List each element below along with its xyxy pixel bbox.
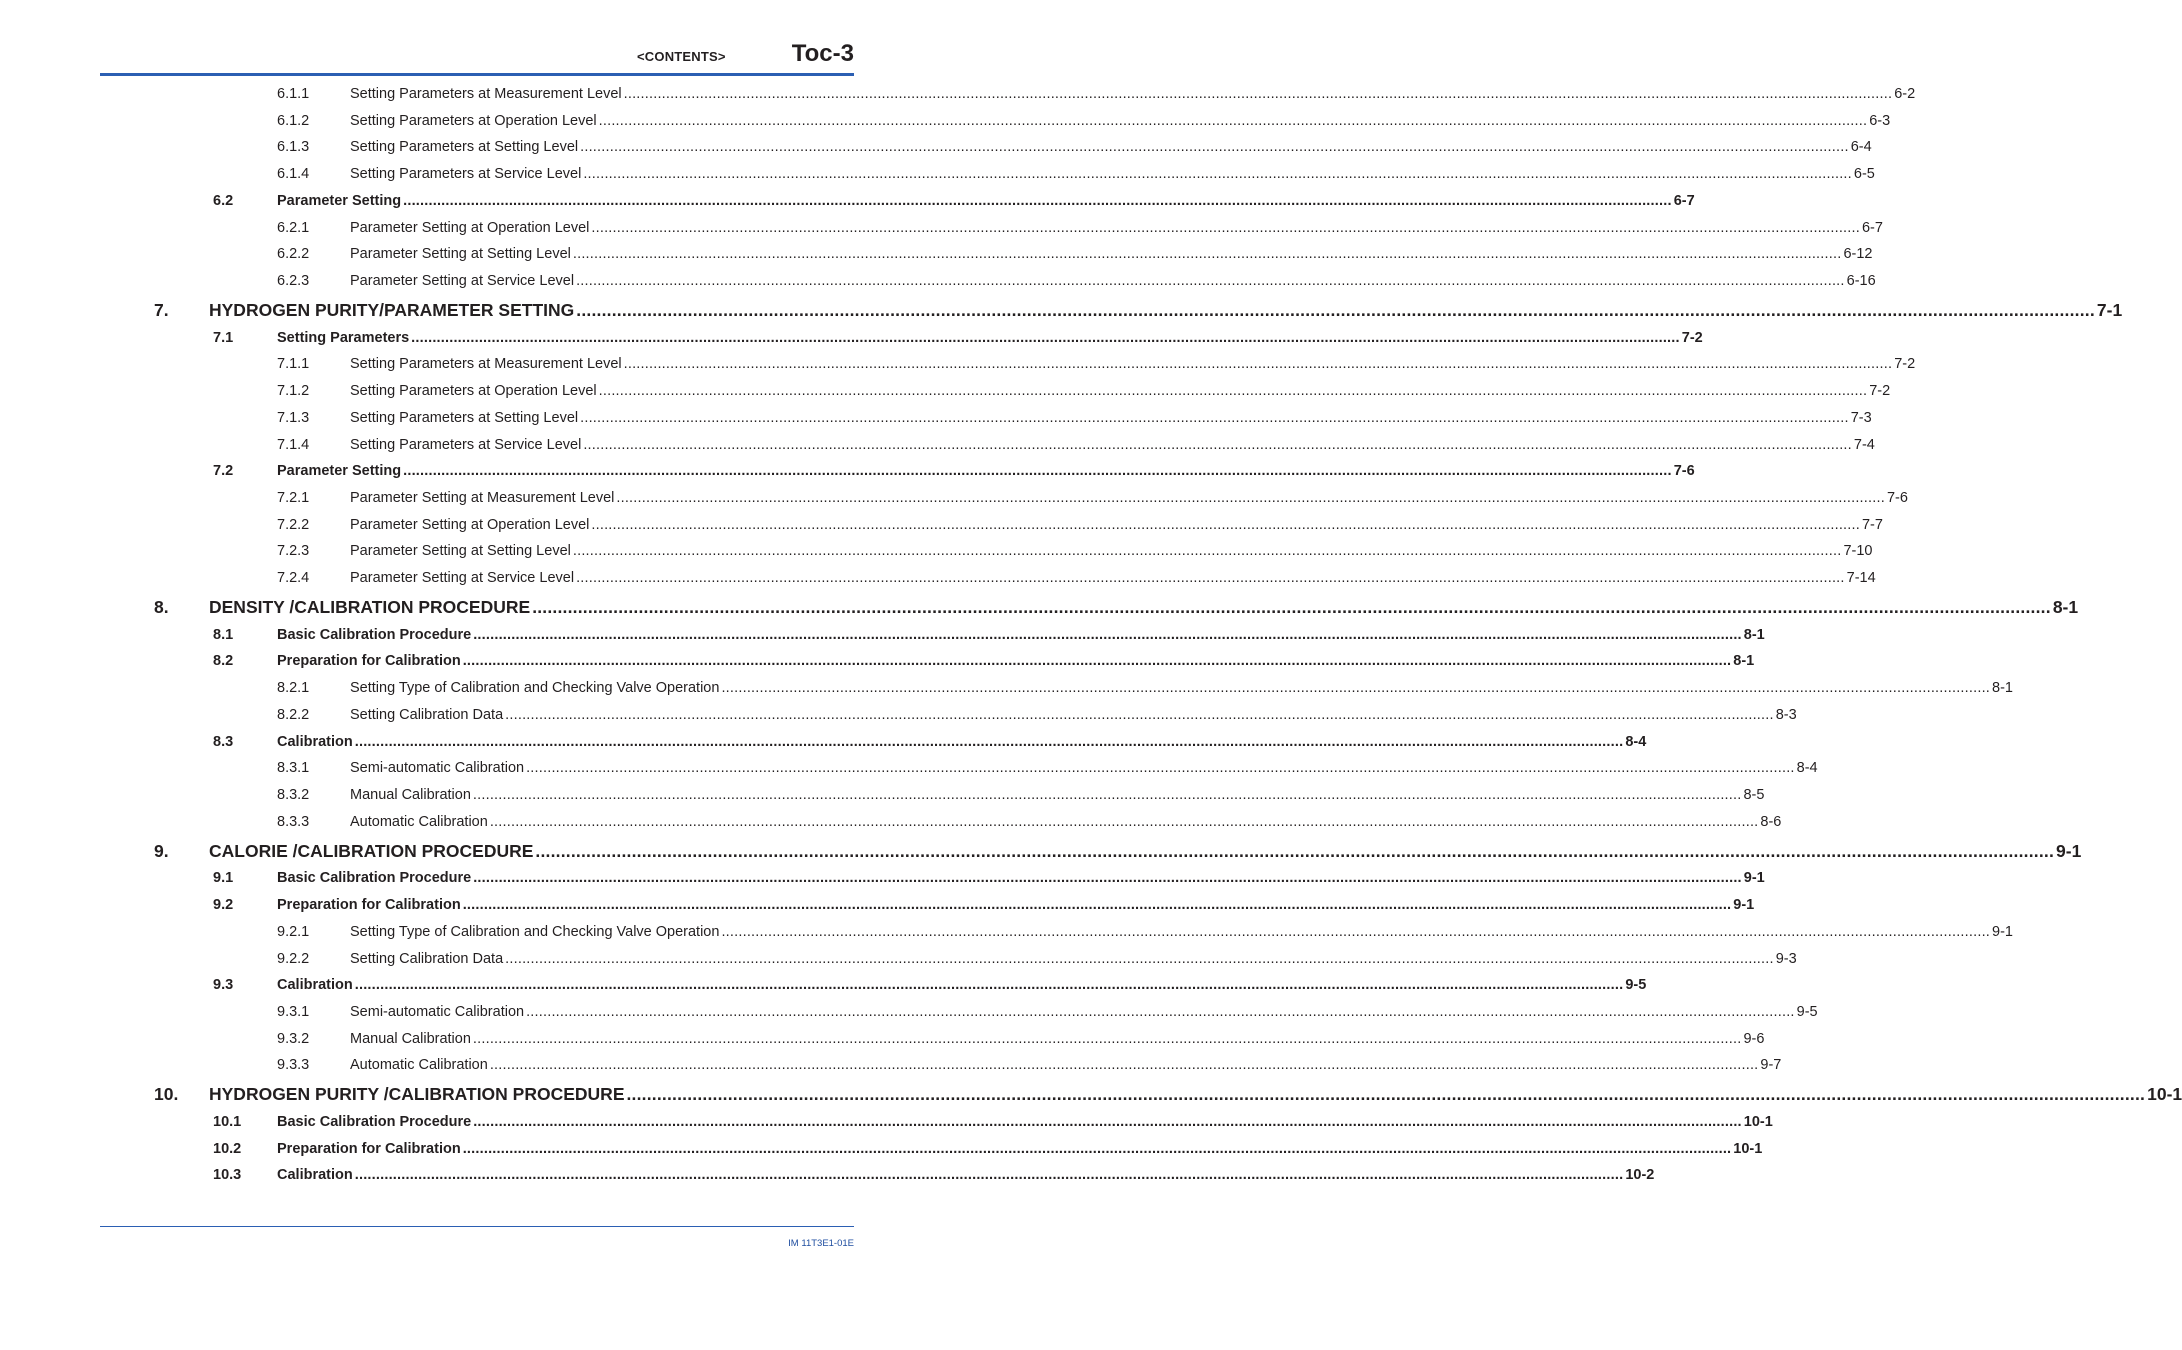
toc-leader-dots: ............................................................................................................................................................................................................................................................................................................	[580, 410, 1849, 426]
toc-entry-title: Calibration	[277, 977, 353, 993]
toc-entry-title: Setting Type of Calibration and Checking Valve Operation	[350, 680, 720, 696]
toc-leader-dots: ............................................................................................................................................................................................................................................................................................................	[403, 463, 1672, 479]
toc-entry-page: 10-1	[1743, 1114, 1773, 1130]
toc-entry-level-3[interactable]	[277, 273, 1876, 293]
toc-entry-number: 8.2.2	[277, 707, 310, 723]
toc-entry-title: Parameter Setting	[277, 463, 402, 479]
toc-entry-number: 7.1.4	[277, 437, 310, 453]
toc-entry-level-3[interactable]	[277, 543, 1873, 563]
toc-leader-dots: ............................................................................................................................................................................................................................................................................................................	[462, 1141, 1732, 1157]
toc-entry-page: 7-4	[1853, 437, 1875, 453]
toc-entry-page: 9-1	[2056, 841, 2082, 861]
toc-leader-dots: ............................................................................................................................................................................................................................................................................................................	[598, 383, 1868, 399]
header-rule	[100, 73, 854, 76]
toc-entry-title: Automatic Calibration	[350, 814, 488, 830]
toc-leader-dots: ............................................................................................................................................................................................................................................................................................................	[532, 597, 2051, 617]
toc-entry-title: Calibration	[277, 1167, 353, 1183]
toc-entry-title: Preparation for Calibration	[277, 653, 461, 669]
toc-entry-level-3[interactable]	[277, 220, 1883, 240]
toc-leader-dots: ............................................................................................................................................................................................................................................................................................................	[576, 570, 1845, 586]
header-page-number: Toc-3	[791, 40, 854, 67]
toc-entry-level-1[interactable]	[154, 1084, 2182, 1108]
toc-entry-title: Semi-automatic Calibration	[350, 1004, 525, 1020]
toc-entry-title: Setting Parameters at Setting Level	[350, 410, 579, 426]
toc-entry-title: Parameter Setting at Setting Level	[350, 543, 571, 559]
toc-entry-title: Setting Calibration Data	[350, 707, 504, 723]
toc-entry-level-3[interactable]	[277, 951, 1797, 971]
toc-entry-page: 7-1	[2096, 300, 2123, 320]
toc-entry-page: 8-1	[2052, 597, 2079, 617]
toc-leader-dots: ............................................................................................................................................................................................................................................................................................................	[598, 113, 1868, 129]
toc-leader-dots: ............................................................................................................................................................................................................................................................................................................	[626, 1084, 2146, 1104]
toc-entry-title: HYDROGEN PURITY/PARAMETER SETTING	[209, 300, 575, 320]
toc-leader-dots: ............................................................................................................................................................................................................................................................................................................	[505, 707, 1774, 723]
toc-leader-dots: ............................................................................................................................................................................................................................................................................................................	[489, 814, 1759, 830]
toc-leader-dots: ............................................................................................................................................................................................................................................................................................................	[583, 166, 1852, 182]
toc-entry-number: 8.3.3	[277, 814, 310, 830]
toc-entry-page: 7-2	[1681, 330, 1703, 346]
toc-entry-level-2[interactable]	[213, 1114, 1773, 1134]
toc-entry-page: 9-6	[1743, 1031, 1765, 1047]
toc-leader-dots: ............................................................................................................................................................................................................................................................................................................	[354, 1167, 1624, 1183]
toc-entry-page: 8-5	[1743, 787, 1765, 803]
toc-entry-title: Setting Parameters at Service Level	[350, 166, 582, 182]
toc-leader-dots: ............................................................................................................................................................................................................................................................................................................	[616, 490, 1885, 506]
toc-entry-page: 7-2	[1869, 383, 1891, 399]
toc-entry-level-3[interactable]	[277, 490, 1908, 510]
toc-entry-title: Semi-automatic Calibration	[350, 760, 525, 776]
toc-entry-level-3[interactable]	[277, 166, 1875, 186]
toc-entry-page: 7-3	[1850, 410, 1872, 426]
toc-leader-dots: ............................................................................................................................................................................................................................................................................................................	[526, 760, 1795, 776]
toc-leader-dots: ............................................................................................................................................................................................................................................................................................................	[473, 1114, 1742, 1130]
toc-leader-dots: ............................................................................................................................................................................................................................................................................................................	[580, 139, 1849, 155]
header-section-label: <CONTENTS>	[637, 49, 726, 64]
toc-leader-dots: ............................................................................................................................................................................................................................................................................................................	[354, 977, 1624, 993]
toc-entry-number: 7.1.2	[277, 383, 310, 399]
toc-entry-level-3[interactable]	[277, 437, 1875, 457]
toc-leader-dots: ............................................................................................................................................................................................................................................................................................................	[526, 1004, 1795, 1020]
toc-entry-number: 8.2.1	[277, 680, 310, 696]
toc-entry-number: 7.	[154, 300, 169, 320]
toc-entry-title: Parameter Setting	[277, 193, 402, 209]
toc-entry-title: Setting Parameters at Operation Level	[350, 113, 597, 129]
toc-entry-page: 7-2	[1894, 356, 1916, 372]
toc-entry-page: 8-1	[1743, 627, 1765, 643]
toc-entry-page: 10-1	[1733, 1141, 1763, 1157]
toc-entry-title: Parameter Setting at Measurement Level	[350, 490, 615, 506]
toc-entry-page: 10-2	[1625, 1167, 1655, 1183]
toc-entry-level-3[interactable]	[277, 570, 1876, 590]
toc-leader-dots: ............................................................................................................................................................................................................................................................................................................	[473, 627, 1742, 643]
toc-leader-dots: ............................................................................................................................................................................................................................................................................................................	[403, 193, 1672, 209]
toc-entry-title: Basic Calibration Procedure	[277, 627, 472, 643]
toc-leader-dots: ............................................................................................................................................................................................................................................................................................................	[462, 897, 1732, 913]
toc-entry-number: 8.1	[213, 627, 234, 643]
toc-leader-dots: ............................................................................................................................................................................................................................................................................................................	[473, 870, 1742, 886]
toc-entry-level-2[interactable]	[213, 977, 1647, 997]
toc-entry-number: 10.2	[213, 1141, 242, 1157]
toc-entry-level-3[interactable]	[277, 517, 1883, 537]
toc-entry-level-3[interactable]	[277, 814, 1782, 834]
toc-entry-title: Manual Calibration	[350, 787, 471, 803]
toc-entry-number: 8.3	[213, 734, 234, 750]
toc-entry-page: 8-4	[1796, 760, 1818, 776]
toc-entry-level-2[interactable]	[213, 1167, 1655, 1187]
toc-entry-level-3[interactable]	[277, 924, 2013, 944]
toc-entry-title: Setting Parameters at Measurement Level	[350, 86, 622, 102]
toc-entry-level-2[interactable]	[213, 653, 1755, 673]
toc-leader-dots: ............................................................................................................................................................................................................................................................................................................	[572, 246, 1842, 262]
toc-leader-dots: ............................................................................................................................................................................................................................................................................................................	[505, 951, 1774, 967]
toc-leader-dots: ............................................................................................................................................................................................................................................................................................................	[489, 1057, 1759, 1073]
toc-entry-title: CALORIE /CALIBRATION PROCEDURE	[209, 841, 534, 861]
toc-entry-page: 9-3	[1775, 951, 1797, 967]
toc-entry-number: 7.2.2	[277, 517, 310, 533]
toc-entry-level-3[interactable]	[277, 1057, 1782, 1077]
toc-entry-page: 6-7	[1861, 220, 1883, 236]
toc-entry-title: Setting Parameters at Measurement Level	[350, 356, 622, 372]
toc-entry-number: 8.	[154, 597, 169, 617]
toc-entry-page: 8-1	[1733, 653, 1755, 669]
toc-entry-page: 7-14	[1846, 570, 1876, 586]
toc-entry-page: 9-5	[1796, 1004, 1818, 1020]
toc-entry-number: 10.1	[213, 1114, 242, 1130]
toc-entry-number: 6.2.2	[277, 246, 310, 262]
toc-entry-level-2[interactable]	[213, 734, 1647, 754]
toc-entry-level-3[interactable]	[277, 139, 1872, 159]
toc-entry-level-2[interactable]	[213, 627, 1765, 647]
toc-leader-dots: ............................................................................................................................................................................................................................................................................................................	[591, 220, 1860, 236]
toc-entry-page: 9-1	[1733, 897, 1755, 913]
toc-entry-title: Parameter Setting at Service Level	[350, 570, 575, 586]
toc-entry-title: Setting Calibration Data	[350, 951, 504, 967]
toc-entry-number: 6.1.3	[277, 139, 310, 155]
toc-entry-title: Preparation for Calibration	[277, 1141, 461, 1157]
toc-leader-dots: ............................................................................................................................................................................................................................................................................................................	[472, 1031, 1742, 1047]
toc-entry-page: 6-12	[1843, 246, 1873, 262]
toc-entry-level-3[interactable]	[277, 356, 1916, 376]
toc-entry-page: 6-3	[1869, 113, 1891, 129]
footer-document-id: IM 11T3E1-01E	[788, 1238, 854, 1249]
toc-entry-number: 9.2.1	[277, 924, 310, 940]
toc-entry-number: 6.1.4	[277, 166, 310, 182]
toc-entry-number: 9.	[154, 841, 169, 861]
toc-entry-page: 9-1	[1743, 870, 1765, 886]
toc-entry-number: 9.2.2	[277, 951, 310, 967]
toc-entry-level-1[interactable]	[154, 597, 2079, 621]
toc-entry-number: 9.1	[213, 870, 234, 886]
toc-entry-title: Setting Parameters at Operation Level	[350, 383, 597, 399]
toc-leader-dots: ............................................................................................................................................................................................................................................................................................................	[472, 787, 1742, 803]
toc-entry-number: 6.2.3	[277, 273, 310, 289]
toc-leader-dots: ............................................................................................................................................................................................................................................................................................................	[354, 734, 1624, 750]
toc-entry-page: 6-7	[1673, 193, 1695, 209]
toc-leader-dots: ............................................................................................................................................................................................................................................................................................................	[623, 356, 1893, 372]
toc-entry-title: Manual Calibration	[350, 1031, 471, 1047]
toc-entry-level-3[interactable]	[277, 787, 1765, 807]
toc-entry-level-3[interactable]	[277, 1031, 1765, 1051]
toc-entry-level-2[interactable]	[213, 463, 1695, 483]
toc-entry-title: Calibration	[277, 734, 353, 750]
toc-entry-number: 8.3.2	[277, 787, 310, 803]
toc-leader-dots: ............................................................................................................................................................................................................................................................................................................	[591, 517, 1860, 533]
toc-entry-title: Setting Type of Calibration and Checking Valve Operation	[350, 924, 720, 940]
toc-leader-dots: ............................................................................................................................................................................................................................................................................................................	[572, 543, 1842, 559]
toc-leader-dots: ............................................................................................................................................................................................................................................................................................................	[623, 86, 1893, 102]
toc-entry-page: 8-4	[1625, 734, 1647, 750]
toc-entry-level-3[interactable]	[277, 410, 1872, 430]
toc-entry-page: 7-6	[1886, 490, 1908, 506]
toc-entry-number: 9.3.1	[277, 1004, 310, 1020]
toc-entry-level-3[interactable]	[277, 86, 1916, 106]
toc-leader-dots: ............................................................................................................................................................................................................................................................................................................	[462, 653, 1732, 669]
toc-entry-page: 9-7	[1760, 1057, 1782, 1073]
toc-entry-page: 8-6	[1760, 814, 1782, 830]
toc-entry-number: 6.2.1	[277, 220, 310, 236]
toc-entry-title: Parameter Setting at Operation Level	[350, 220, 590, 236]
toc-entry-page: 8-3	[1775, 707, 1797, 723]
toc-entry-level-3[interactable]	[277, 383, 1891, 403]
footer-rule	[100, 1226, 854, 1227]
toc-entry-number: 7.2.1	[277, 490, 310, 506]
toc-entry-number: 7.1.3	[277, 410, 310, 426]
toc-entry-page: 10-1	[2147, 1084, 2182, 1104]
toc-entry-page: 7-10	[1843, 543, 1873, 559]
toc-entry-title: Basic Calibration Procedure	[277, 870, 472, 886]
toc-entry-level-3[interactable]	[277, 760, 1818, 780]
toc-entry-page: 9-1	[1992, 924, 2013, 940]
toc-entry-level-2[interactable]	[213, 1141, 1763, 1161]
toc-entry-number: 8.3.1	[277, 760, 310, 776]
toc-entry-page: 6-2	[1894, 86, 1916, 102]
toc-entry-title: Preparation for Calibration	[277, 897, 461, 913]
toc-leader-dots: ............................................................................................................................................................................................................................................................................................................	[576, 300, 2095, 320]
toc-entry-page: 6-4	[1850, 139, 1872, 155]
toc-entry-number: 7.2.4	[277, 570, 310, 586]
toc-entry-number: 10.3	[213, 1167, 242, 1183]
toc-entry-level-2[interactable]	[213, 330, 1703, 350]
toc-entry-page: 6-16	[1846, 273, 1876, 289]
toc-entry-title: HYDROGEN PURITY /CALIBRATION PROCEDURE	[209, 1084, 625, 1104]
toc-entry-number: 7.1	[213, 330, 234, 346]
toc-leader-dots: ............................................................................................................................................................................................................................................................................................................	[721, 924, 1991, 940]
toc-entry-level-3[interactable]	[277, 1004, 1818, 1024]
toc-leader-dots: ............................................................................................................................................................................................................................................................................................................	[411, 330, 1680, 346]
toc-entry-title: Parameter Setting at Service Level	[350, 273, 575, 289]
toc-leader-dots: ............................................................................................................................................................................................................................................................................................................	[721, 680, 1991, 696]
toc-entry-number: 9.3	[213, 977, 234, 993]
toc-entry-number: 6.1.2	[277, 113, 310, 129]
toc-entry-level-2[interactable]	[213, 897, 1755, 917]
toc-entry-level-2[interactable]	[213, 193, 1695, 213]
toc-entry-title: Setting Parameters	[277, 330, 410, 346]
toc-entry-number: 6.2	[213, 193, 234, 209]
toc-entry-level-2[interactable]	[213, 870, 1765, 890]
toc-entry-page: 8-1	[1992, 680, 2013, 696]
toc-entry-page: 9-5	[1625, 977, 1647, 993]
toc-entry-number: 6.1.1	[277, 86, 310, 102]
toc-entry-title: DENSITY /CALIBRATION PROCEDURE	[209, 597, 531, 617]
toc-entry-title: Automatic Calibration	[350, 1057, 488, 1073]
toc-entry-title: Parameter Setting at Operation Level	[350, 517, 590, 533]
toc-entry-number: 7.2.3	[277, 543, 310, 559]
toc-leader-dots: ............................................................................................................................................................................................................................................................................................................	[583, 437, 1852, 453]
toc-entry-number: 7.2	[213, 463, 234, 479]
toc-entry-page: 6-5	[1853, 166, 1875, 182]
toc-entry-number: 9.2	[213, 897, 234, 913]
toc-entry-title: Setting Parameters at Service Level	[350, 437, 582, 453]
toc-entry-level-3[interactable]	[277, 680, 2013, 700]
toc-entry-number: 9.3.2	[277, 1031, 310, 1047]
toc-entry-level-1[interactable]	[154, 300, 2123, 324]
toc-entry-level-3[interactable]	[277, 246, 1873, 266]
toc-entry-number: 9.3.3	[277, 1057, 310, 1073]
toc-entry-title: Setting Parameters at Setting Level	[350, 139, 579, 155]
toc-entry-level-3[interactable]	[277, 113, 1891, 133]
toc-entry-page: 7-7	[1861, 517, 1883, 533]
toc-leader-dots: ............................................................................................................................................................................................................................................................................................................	[576, 273, 1845, 289]
toc-entry-level-1[interactable]	[154, 841, 2082, 865]
toc-entry-level-3[interactable]	[277, 707, 1797, 727]
toc-entry-page: 7-6	[1673, 463, 1695, 479]
toc-entry-number: 8.2	[213, 653, 234, 669]
toc-entry-title: Basic Calibration Procedure	[277, 1114, 472, 1130]
toc-leader-dots: ............................................................................................................................................................................................................................................................................................................	[535, 841, 2055, 861]
toc-entry-title: Parameter Setting at Setting Level	[350, 246, 571, 262]
toc-entry-number: 10.	[154, 1084, 179, 1104]
toc-entry-number: 7.1.1	[277, 356, 310, 372]
